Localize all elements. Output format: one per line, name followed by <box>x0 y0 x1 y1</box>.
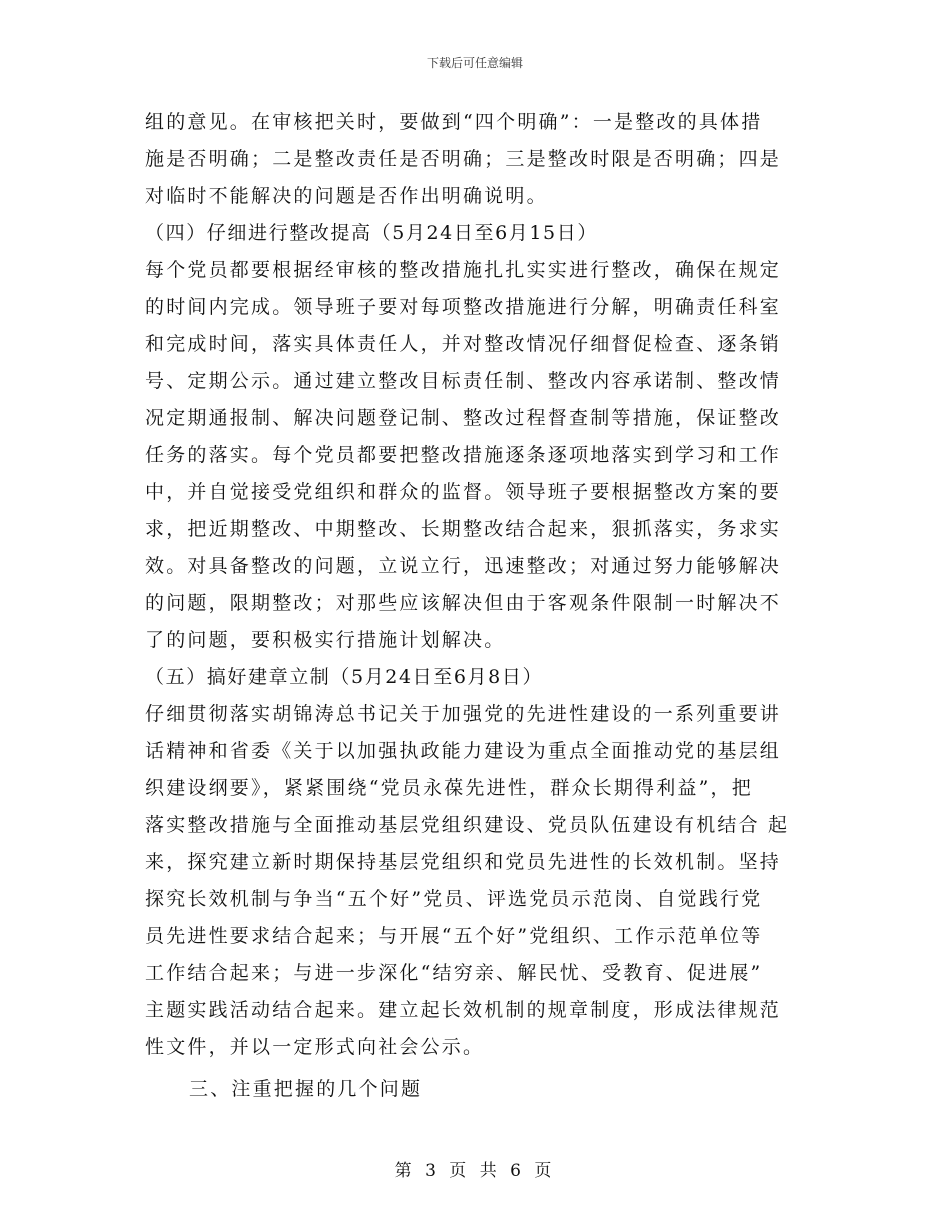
body-line: 况定期通报制、解决问题登记制、整改过程督查制等措施，保证整改 <box>145 407 782 429</box>
body-line: 话精神和省委《关于以加强执政能力建设为重点全面推动党的基层组 <box>145 740 782 762</box>
body-line: 性文件，并以一定形式向社会公示。 <box>145 1036 485 1058</box>
body-line: 中，并自觉接受党组织和群众的监督。领导班子要根据整改方案的要 <box>145 481 782 503</box>
body-line: 了的问题，要积极实行措施计划解决。 <box>145 629 506 651</box>
body-line: 工作结合起来；与进一步深化“结穷亲、解民忧、受教育、促进展” <box>145 962 763 984</box>
body-line: 织建设纲要》，紧紧围绕“党员永葆先进性，群众长期得利益”，把 <box>145 777 753 799</box>
body-line: 对临时不能解决的问题是否作出明确说明。 <box>145 185 548 207</box>
body-line: 每个党员都要根据经审核的整改措施扎扎实实进行整改，确保在规定 <box>145 259 782 281</box>
body-line: 和完成时间，落实具体责任人，并对整改情况仔细督促检查、逐条销 <box>145 333 782 355</box>
body-line: 效。对具备整改的问题，立说立行，迅速整改；对通过努力能够解决 <box>145 555 782 577</box>
body-line: 组的意见。在审核把关时，要做到“四个明确”：一是整改的具体措 <box>145 111 763 133</box>
body-line: 号、定期公示。通过建立整改目标责任制、整改内容承诺制、整改情 <box>145 370 782 392</box>
body-line: 落实整改措施与全面推动基层党组织建设、党员队伍建设有机结合 起 <box>145 814 790 836</box>
body-line: 主题实践活动结合起来。建立起长效机制的规章制度，形成法律规范 <box>145 999 782 1021</box>
section-heading-4: （四）仔细进行整改提高（5月24日至6月15日） <box>145 222 598 244</box>
body-line: 求，把近期整改、中期整改、长期整改结合起来，狠抓落实，务求实 <box>145 518 782 540</box>
body-line: 探究长效机制与争当“五个好”党员、评选党员示范岗、自觉践行党 <box>145 888 763 910</box>
body-line: 的时间内完成。领导班子要对每项整改措施进行分解，明确责任科室 <box>145 296 782 318</box>
body-line: 施是否明确；二是整改责任是否明确；三是整改时限是否明确；四是 <box>145 148 782 170</box>
body-line: 来，探究建立新时期保持基层党组织和党员先进性的长效机制。坚持 <box>145 851 782 873</box>
section-heading-5: （五）搞好建章立制（5月24日至6月8日） <box>145 666 544 688</box>
body-line: 仔细贯彻落实胡锦涛总书记关于加强党的先进性建设的一系列重要讲 <box>145 703 782 725</box>
page-footer: 第 3 页 共 6 页 <box>394 1161 556 1181</box>
section-heading-3: 三、注重把握的几个问题 <box>189 1078 423 1100</box>
body-line: 员先进性要求结合起来；与开展“五个好”党组织、工作示范单位等 <box>145 925 763 947</box>
body-line: 的问题，限期整改；对那些应该解决但由于客观条件限制一时解决不 <box>145 592 782 614</box>
body-line: 任务的落实。每个党员都要把整改措施逐条逐项地落实到学习和工作 <box>145 444 782 466</box>
page-header: 下载后可任意编辑 <box>426 56 523 70</box>
document-body <box>145 104 820 1108</box>
